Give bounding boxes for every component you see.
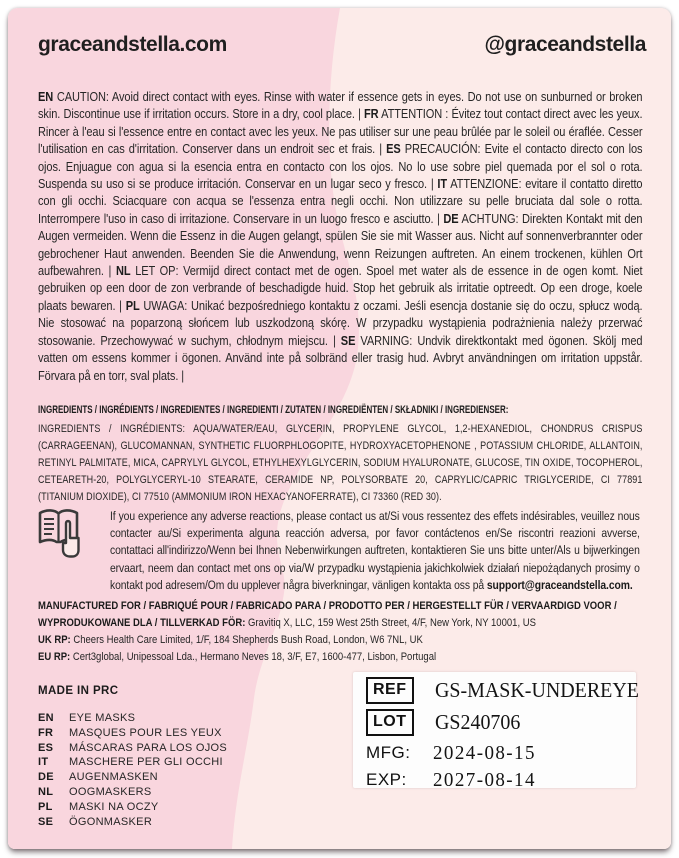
- language-code: NL: [38, 785, 54, 798]
- ingredients-list: INGREDIENTS / INGRÉDIENTS: AQUA/WATER/EAU, GLYCERIN, PROPYLENE GLYCOL, 1,2-HEXANEDIOL, CHONDRUS CRISPUS (CARRAGEENAN), GLUCOMANNAN, SYNTHETIC FLUORPHLOGOPITE, HYDROXYACETOPHENONE , POTASSIUM CHLORIDE, ALLANTOIN, RETINYL PALMITATE, MICA, CAPRYLYL GLYCOL, ETHYLHEXYLGLYCERIN, SODIUM HYALURONATE, GLUCOSE, TIN OXIDE, TOCOPHEROL, CETEARETH-20, POLYGLYCERYL-10 STEARATE, CERAMIDE NP, POLYSORBATE 20, CAPRYLIC/CAPRIC TRIGLYCERIDE, CI 77891 (TITANIUM DIOXIDE), CI 77510 (AMMONIUM IRON HEXACYANOFERRATE), CI 73360 (RED 30).: [38, 423, 643, 503]
- manufacturer-info: [38, 598, 642, 666]
- manufactured-for-heading: MANUFACTURED FOR / FABRIQUÉ POUR / FABRICADO PARA / PRODOTTO PER / HERGESTELLT FÜR / VERVAARDIGD VOOR / WYPRODUKOWANE DLA / TILLVERKAD FÖR:: [38, 600, 617, 629]
- language-row: [38, 741, 227, 756]
- packaging-label: [8, 8, 671, 849]
- mfg-row: [366, 741, 541, 765]
- ref-row: [366, 677, 650, 704]
- language-code: ES: [38, 741, 54, 754]
- language-code: SE: [38, 815, 54, 828]
- language-code: PL: [38, 800, 53, 813]
- brand-website: graceandstella.com: [38, 33, 227, 56]
- eu-rp-line: [38, 649, 642, 666]
- caution-multilanguage-text: EN CAUTION: Avoid direct contact with eyes. Rinse with water if essence gets in eyes. Do not use on sunburned or broken skin. Discontinue use if irritation occurs. Store in a dry, cool place. | FR ATTENTION : Évitez tout contact direct avec les yeux. Rincer à l'eau si l'essence entre en contact avec les yeux. Ne pas utiliser sur une peau brûlée par le soleil ou éraflée. Cesser l'utilisation en cas d'irritation. Conserver dans un endroit sec et frais. | ES PRECAUCIÓN: Evite el contacto directo con los ojos. Enjuague con agua si la esencia entra en contacto con los ojos. No lo use sobre piel quemada por el sol o rota. Suspenda su uso si se produce irritación. Conservar en un lugar seco y fresco. | IT ATTENZIONE: evitare il contatto diretto con gli occhi. Sciacquare con acqua se l'essenza entra negli occhi. Non utilizzare su pelle bruciata dal sole o rotta. Interrompere l'uso in caso di irritazione. Conservare in un luogo fresco e asciutto. | DE ACHTUNG: Direkten Kontakt mit den Augen vermeiden. Wenn die Essenz in die Augen gelangt, spülen Sie sie mit Wasser aus. Nicht auf sonnenverbrannter oder gebrochener Haut anwenden. Beenden Sie die Anwendung, wenn Reizungen auftreten. An einem trockenen, kühlen Ort aufbewahren. | NL LET OP: Vermijd direct contact met de ogen. Spoel met water als de essence in de ogen komt. Niet gebruiken op een door de zon verbrande of beschadigde huid. Stop het gebruik als irritatie optreedt. Op een droge, koele plaats bewaren. | PL UWAGA: Unikać bezpośredniego kontaktu z oczami. Jeśli esencja dostanie się do oczu, spłucz wodą. Nie stosować na poparzoną słońcem lub uszkodzoną skórę. W przypadku wystąpienia podrażnienia należy przerwać stosowanie. Przechowywać w suchym, chłodnym miejscu. | SE VARNING: Undvik direktkontakt med ögonen. Skölj med vatten om essens kommer i ögonen. Använd inte på solbränd eller trasig hud. Avbryt användningen om irritation uppstår. Förvara på en torr, sval plats. |: [38, 89, 643, 383]
- ingredients-heading: INGREDIENTS / INGRÉDIENTS / INGREDIENTES / INGREDIENTI / ZUTATEN / INGREDIËNTEN / SKŁADNIKI / INGREDIENSER:: [38, 404, 509, 416]
- product-name: MASQUES POUR LES YEUX: [69, 726, 222, 739]
- language-code: IT: [38, 756, 49, 769]
- product-name: ÖGONMASKER: [69, 815, 153, 828]
- language-code: EN: [38, 712, 54, 724]
- language-row: [38, 815, 227, 830]
- language-code: FR: [38, 726, 54, 739]
- uk-rp-value: Cheers Health Care Limited, 1/F, 184 Shepherds Bush Road, London, W6 7NL, UK: [70, 634, 423, 646]
- product-info-box: [353, 672, 639, 791]
- ref-value: GS-MASK-UNDEREYE: [435, 678, 639, 702]
- language-row: [38, 785, 227, 800]
- product-name: MASCHERE PER GLI OCCHI: [69, 756, 223, 769]
- language-row: [38, 711, 227, 726]
- support-email: support@graceandstella.com.: [486, 577, 633, 592]
- adverse-reactions-text: If you experience any adverse reactions, please contact us at/Si vous ressentez des effets indésirables, veuillez nous contacter au/Si experimenta alguna reacción adversa, por favor contáctenos en/Se riscontri reazioni avverse, contattaci all'indirizzo/Wenn bei Ihnen Nebenwirkungen auftreten, kontaktieren Sie uns bitte unter/Als u bijwerkingen ervaart, neem dan contact met ons op via/W przypadku wystąpienia jakichkolwiek działań niepożądanych prosimy o kontakt pod adresem/Om du upplever några biverkningar, vänligen kontakta oss på: [110, 509, 640, 592]
- product-name: OOGMASKERS: [69, 785, 152, 798]
- uk-rp-line: [38, 632, 642, 649]
- language-code: DE: [38, 771, 54, 784]
- uk-rp-label: UK RP:: [38, 634, 71, 646]
- manufactured-for-line: [38, 598, 642, 632]
- mfg-value: 2024-08-15: [433, 741, 536, 764]
- exp-value: 2027-08-14: [433, 768, 536, 791]
- exp-label: EXP:: [366, 770, 407, 789]
- read-package-insert-icon: [36, 506, 82, 565]
- made-in-origin: MADE IN PRC: [38, 685, 119, 697]
- product-name-list: [38, 711, 227, 829]
- lot-row: [366, 709, 525, 736]
- lot-label: LOT: [366, 709, 414, 736]
- mfg-label: MFG:: [366, 743, 411, 762]
- eu-rp-label: EU RP:: [38, 651, 71, 663]
- product-name: MÁSCARAS PARA LOS OJOS: [69, 741, 227, 754]
- language-row: [38, 755, 227, 770]
- product-name: MASKI NA OCZY: [69, 800, 159, 813]
- lot-value: GS240706: [435, 710, 521, 734]
- eu-rp-value: Cert3global, Unipessoal Lda., Hermano Neves 18, 3/F, E7, 1600-477, Lisbon, Portugal: [70, 651, 437, 663]
- manufactured-for-company: Gravitiq X, LLC, 159 West 25th Street, 4/F, New York, NY 10001, US: [245, 617, 536, 629]
- language-row: [38, 770, 227, 785]
- product-name: EYE MASKS: [69, 712, 136, 724]
- language-row: [38, 726, 227, 741]
- exp-row: [366, 768, 541, 792]
- product-name: AUGENMASKEN: [69, 771, 158, 784]
- ref-label: REF: [366, 677, 414, 704]
- language-row: [38, 800, 227, 815]
- adverse-reactions-notice: [110, 508, 640, 594]
- brand-social-handle: @graceandstella: [484, 33, 646, 56]
